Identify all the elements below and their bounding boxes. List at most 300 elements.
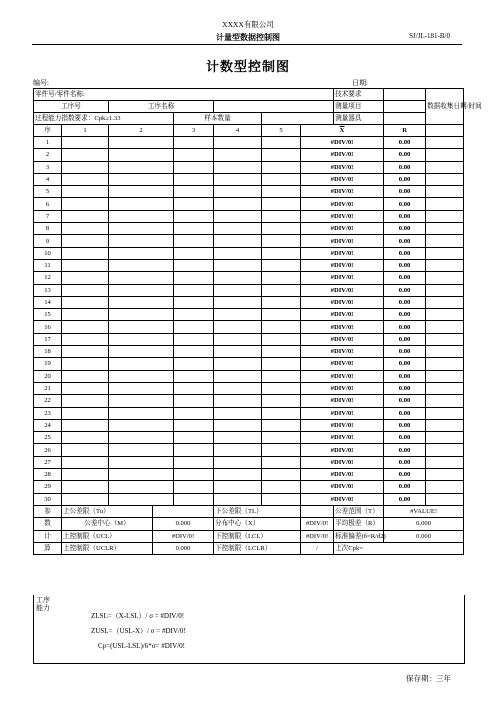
sample-5-cell[interactable] bbox=[262, 309, 301, 321]
range-value: 0.00 bbox=[384, 223, 426, 235]
sample-3-cell[interactable] bbox=[174, 321, 214, 333]
sample-1-cell[interactable] bbox=[62, 469, 109, 481]
sample-5-cell[interactable] bbox=[262, 346, 301, 358]
date-label: 日期: bbox=[352, 79, 368, 87]
table-row bbox=[34, 149, 464, 161]
sample-3-cell[interactable] bbox=[174, 235, 214, 247]
xbar-value: #DIV/0! bbox=[301, 272, 384, 284]
range-value: 0.00 bbox=[384, 173, 426, 185]
sample-3-cell[interactable] bbox=[174, 493, 214, 505]
xbar-value: #DIV/0! bbox=[301, 161, 384, 173]
sample-1-cell[interactable] bbox=[62, 444, 109, 456]
date-cell[interactable] bbox=[426, 321, 464, 333]
xbar-value: #DIV/0! bbox=[301, 137, 384, 149]
sample-5-cell[interactable] bbox=[262, 395, 301, 407]
sample-2-cell[interactable] bbox=[109, 395, 174, 407]
tech-requirement-value[interactable] bbox=[384, 89, 426, 101]
date-cell[interactable] bbox=[426, 370, 464, 382]
sample-3-cell[interactable] bbox=[174, 358, 214, 370]
sample-2-cell[interactable] bbox=[109, 235, 174, 247]
lcl-label: 下控制限（LCL） bbox=[214, 530, 301, 542]
sample-2-cell[interactable] bbox=[109, 382, 174, 394]
sample-1-cell[interactable] bbox=[62, 259, 109, 271]
lsl-label: 下公差限（TL） bbox=[214, 505, 301, 517]
sample-5-cell[interactable] bbox=[262, 407, 301, 419]
sample-3-cell[interactable] bbox=[174, 309, 214, 321]
part-number-label: 零件号/零件名称: bbox=[34, 89, 334, 101]
sample-4-cell[interactable] bbox=[214, 198, 262, 210]
sample-1-cell[interactable] bbox=[62, 296, 109, 308]
operation-name-value[interactable] bbox=[214, 101, 334, 113]
sample-1-cell[interactable] bbox=[62, 432, 109, 444]
xbar-value: #DIV/0! bbox=[301, 333, 384, 345]
lsl-value[interactable] bbox=[301, 505, 334, 517]
xbar-value: #DIV/0! bbox=[301, 346, 384, 358]
sample-1-cell[interactable] bbox=[62, 210, 109, 222]
sample-1-cell[interactable] bbox=[62, 198, 109, 210]
param-side-4: 算 bbox=[34, 542, 62, 554]
xbar-value: #DIV/0! bbox=[301, 173, 384, 185]
sample-1-cell[interactable] bbox=[62, 272, 109, 284]
sample-2-cell[interactable] bbox=[109, 419, 174, 431]
sample-3-cell[interactable] bbox=[174, 186, 214, 198]
table-row bbox=[34, 419, 464, 431]
sample-1-cell[interactable] bbox=[62, 149, 109, 161]
sample-quantity-label: 样本数量 bbox=[174, 113, 262, 125]
sample-1-cell[interactable] bbox=[62, 173, 109, 185]
xbar-value: #DIV/0! bbox=[301, 407, 384, 419]
sample-3-cell[interactable] bbox=[174, 370, 214, 382]
sample-4-cell[interactable] bbox=[214, 284, 262, 296]
sample-2-cell[interactable] bbox=[109, 296, 174, 308]
sample-5-cell[interactable] bbox=[262, 382, 301, 394]
sample-4-cell[interactable] bbox=[214, 456, 262, 468]
table-row bbox=[34, 358, 464, 370]
sample-1-cell[interactable] bbox=[62, 223, 109, 235]
sample-2-cell[interactable] bbox=[109, 333, 174, 345]
date-cell[interactable] bbox=[426, 333, 464, 345]
row-number: 28 bbox=[34, 469, 62, 481]
sample-5-cell[interactable] bbox=[262, 235, 301, 247]
date-cell[interactable] bbox=[426, 395, 464, 407]
data-collection-label: 数据收集日期/时间 bbox=[426, 89, 464, 125]
range-value: 0.00 bbox=[384, 346, 426, 358]
sample-1-cell[interactable] bbox=[62, 370, 109, 382]
sample-2-cell[interactable] bbox=[109, 358, 174, 370]
xbar-value: #DIV/0! bbox=[301, 186, 384, 198]
sample-4-cell[interactable] bbox=[214, 210, 262, 222]
date-cell[interactable] bbox=[426, 493, 464, 505]
sample-5-cell[interactable] bbox=[262, 321, 301, 333]
date-cell[interactable] bbox=[426, 173, 464, 185]
sample-3-cell[interactable] bbox=[174, 444, 214, 456]
param-side-3: 计 bbox=[34, 530, 62, 542]
table-row bbox=[34, 333, 464, 345]
sample-2-cell[interactable] bbox=[109, 272, 174, 284]
col-1-header: 1 bbox=[62, 125, 109, 137]
xbar-value: #DIV/0! bbox=[301, 296, 384, 308]
table-row bbox=[34, 259, 464, 271]
date-cell[interactable] bbox=[426, 382, 464, 394]
date-cell[interactable] bbox=[426, 210, 464, 222]
usl-label: 上公差限（Tu） bbox=[62, 505, 153, 517]
row-number: 27 bbox=[34, 456, 62, 468]
sample-4-cell[interactable] bbox=[214, 259, 262, 271]
col-r-header: R bbox=[384, 125, 426, 137]
xbar-value: #DIV/0! bbox=[301, 309, 384, 321]
sample-3-cell[interactable] bbox=[174, 407, 214, 419]
sample-4-cell[interactable] bbox=[214, 407, 262, 419]
table-row bbox=[34, 223, 464, 235]
sample-1-cell[interactable] bbox=[62, 382, 109, 394]
xbar-value: #DIV/0! bbox=[301, 259, 384, 271]
range-value: 0.00 bbox=[384, 432, 426, 444]
xbar-value: #DIV/0! bbox=[301, 370, 384, 382]
sample-3-cell[interactable] bbox=[174, 137, 214, 149]
sample-2-cell[interactable] bbox=[109, 370, 174, 382]
row-number: 25 bbox=[34, 432, 62, 444]
sample-3-cell[interactable] bbox=[174, 481, 214, 493]
date-cell[interactable] bbox=[426, 272, 464, 284]
col-xbar-header: $\overline{X}$ bbox=[301, 125, 384, 137]
sigma-label: 标准偏差(б=R/d2) bbox=[334, 530, 384, 542]
row-number: 18 bbox=[34, 346, 62, 358]
xbar-value: #DIV/0! bbox=[301, 432, 384, 444]
sample-3-cell[interactable] bbox=[174, 272, 214, 284]
range-value: 0.00 bbox=[384, 358, 426, 370]
form-subtitle: 计量型数据控制图 bbox=[216, 33, 280, 42]
sample-3-cell[interactable] bbox=[174, 284, 214, 296]
sample-4-cell[interactable] bbox=[214, 358, 262, 370]
xbar-value: #DIV/0! bbox=[301, 235, 384, 247]
uclr-label: 上控制限（UCLR） bbox=[62, 542, 153, 554]
sample-3-cell[interactable] bbox=[174, 382, 214, 394]
xbar-value: #DIV/0! bbox=[301, 284, 384, 296]
sample-5-cell[interactable] bbox=[262, 432, 301, 444]
sample-4-cell[interactable] bbox=[214, 321, 262, 333]
lclr-label: 下控制限（LCLR） bbox=[214, 542, 301, 554]
range-value: 0.00 bbox=[384, 321, 426, 333]
sample-3-cell[interactable] bbox=[174, 419, 214, 431]
sample-1-cell[interactable] bbox=[62, 419, 109, 431]
sample-2-cell[interactable] bbox=[109, 346, 174, 358]
sample-2-cell[interactable] bbox=[109, 137, 174, 149]
sample-4-cell[interactable] bbox=[214, 419, 262, 431]
sample-2-cell[interactable] bbox=[109, 259, 174, 271]
sample-1-cell[interactable] bbox=[62, 333, 109, 345]
sample-4-cell[interactable] bbox=[214, 137, 262, 149]
sample-1-cell[interactable] bbox=[62, 358, 109, 370]
col-4-header: 4 bbox=[214, 125, 262, 137]
table-row bbox=[34, 309, 464, 321]
sample-2-cell[interactable] bbox=[109, 444, 174, 456]
sample-2-cell[interactable] bbox=[109, 284, 174, 296]
range-value: 0.00 bbox=[384, 419, 426, 431]
sample-5-cell[interactable] bbox=[262, 358, 301, 370]
table-row bbox=[34, 382, 464, 394]
date-cell[interactable] bbox=[426, 469, 464, 481]
sample-2-cell[interactable] bbox=[109, 456, 174, 468]
sample-5-cell[interactable] bbox=[262, 444, 301, 456]
table-row bbox=[34, 247, 464, 259]
sample-3-cell[interactable] bbox=[174, 173, 214, 185]
sample-5-cell[interactable] bbox=[262, 210, 301, 222]
sample-2-cell[interactable] bbox=[109, 186, 174, 198]
range-value: 0.00 bbox=[384, 407, 426, 419]
date-cell[interactable] bbox=[426, 296, 464, 308]
row-number: 10 bbox=[34, 247, 62, 259]
sample-3-cell[interactable] bbox=[174, 346, 214, 358]
sample-5-cell[interactable] bbox=[262, 333, 301, 345]
distribution-value: #DIV/0! bbox=[301, 518, 334, 530]
date-cell[interactable] bbox=[426, 444, 464, 456]
sample-5-cell[interactable] bbox=[262, 149, 301, 161]
sample-4-cell[interactable] bbox=[214, 161, 262, 173]
sample-2-cell[interactable] bbox=[109, 210, 174, 222]
date-cell[interactable] bbox=[426, 432, 464, 444]
sample-3-cell[interactable] bbox=[174, 210, 214, 222]
range-value: 0.00 bbox=[384, 309, 426, 321]
sample-1-cell[interactable] bbox=[62, 321, 109, 333]
sample-3-cell[interactable] bbox=[174, 198, 214, 210]
sample-1-cell[interactable] bbox=[62, 186, 109, 198]
sample-quantity-value[interactable] bbox=[262, 113, 334, 125]
center-label: 公差中心（M） bbox=[62, 518, 153, 530]
row-number: 1 bbox=[34, 137, 62, 149]
sample-2-cell[interactable] bbox=[109, 321, 174, 333]
measure-tool-value[interactable] bbox=[384, 113, 426, 125]
sample-1-cell[interactable] bbox=[62, 247, 109, 259]
date-cell[interactable] bbox=[426, 186, 464, 198]
date-cell[interactable] bbox=[426, 407, 464, 419]
sample-1-cell[interactable] bbox=[62, 137, 109, 149]
sample-4-cell[interactable] bbox=[214, 395, 262, 407]
tech-requirement-label: 技术要求 bbox=[334, 89, 384, 101]
sample-4-cell[interactable] bbox=[214, 370, 262, 382]
date-cell[interactable] bbox=[426, 235, 464, 247]
xbar-value: #DIV/0! bbox=[301, 358, 384, 370]
sample-1-cell[interactable] bbox=[62, 493, 109, 505]
save-period: 保存期：三年 bbox=[406, 674, 451, 683]
sample-1-cell[interactable] bbox=[62, 284, 109, 296]
sample-3-cell[interactable] bbox=[174, 223, 214, 235]
sample-4-cell[interactable] bbox=[214, 173, 262, 185]
table-row bbox=[34, 235, 464, 247]
sample-3-cell[interactable] bbox=[174, 296, 214, 308]
uclr-value: 0.000 bbox=[153, 542, 214, 554]
sample-5-cell[interactable] bbox=[262, 419, 301, 431]
sample-5-cell[interactable] bbox=[262, 223, 301, 235]
sample-5-cell[interactable] bbox=[262, 469, 301, 481]
range-value: 0.00 bbox=[384, 198, 426, 210]
sample-3-cell[interactable] bbox=[174, 456, 214, 468]
sample-2-cell[interactable] bbox=[109, 481, 174, 493]
sample-2-cell[interactable] bbox=[109, 469, 174, 481]
sample-2-cell[interactable] bbox=[109, 149, 174, 161]
date-cell[interactable] bbox=[426, 223, 464, 235]
date-cell[interactable] bbox=[426, 284, 464, 296]
date-cell[interactable] bbox=[426, 419, 464, 431]
sample-3-cell[interactable] bbox=[174, 333, 214, 345]
sample-5-cell[interactable] bbox=[262, 137, 301, 149]
table-row bbox=[34, 432, 464, 444]
cp-formula: Cp=(USL-LSL)/6*σ= #DIV/0! bbox=[98, 642, 185, 650]
xbar-value: #DIV/0! bbox=[301, 395, 384, 407]
sample-5-cell[interactable] bbox=[262, 493, 301, 505]
sample-2-cell[interactable] bbox=[109, 407, 174, 419]
sample-2-cell[interactable] bbox=[109, 173, 174, 185]
measure-tool-label: 测量器具 bbox=[334, 113, 384, 125]
lclr-value: / bbox=[301, 542, 334, 554]
sample-5-cell[interactable] bbox=[262, 481, 301, 493]
sample-5-cell[interactable] bbox=[262, 247, 301, 259]
sample-5-cell[interactable] bbox=[262, 456, 301, 468]
date-cell[interactable] bbox=[426, 456, 464, 468]
sample-2-cell[interactable] bbox=[109, 198, 174, 210]
sample-5-cell[interactable] bbox=[262, 198, 301, 210]
col-date-header bbox=[426, 125, 464, 137]
rbar-value: 0.000 bbox=[384, 518, 464, 530]
range-value: 0.00 bbox=[384, 493, 426, 505]
table-row bbox=[34, 272, 464, 284]
sample-4-cell[interactable] bbox=[214, 382, 262, 394]
range-value: 0.00 bbox=[384, 235, 426, 247]
row-number: 11 bbox=[34, 259, 62, 271]
sample-4-cell[interactable] bbox=[214, 346, 262, 358]
sample-5-cell[interactable] bbox=[262, 173, 301, 185]
sample-2-cell[interactable] bbox=[109, 432, 174, 444]
table-row bbox=[34, 456, 464, 468]
row-number: 20 bbox=[34, 370, 62, 382]
sample-4-cell[interactable] bbox=[214, 235, 262, 247]
sample-1-cell[interactable] bbox=[62, 309, 109, 321]
range-value: 0.00 bbox=[384, 259, 426, 271]
sample-4-cell[interactable] bbox=[214, 309, 262, 321]
sample-3-cell[interactable] bbox=[174, 259, 214, 271]
sample-1-cell[interactable] bbox=[62, 395, 109, 407]
sample-1-cell[interactable] bbox=[62, 481, 109, 493]
sample-5-cell[interactable] bbox=[262, 259, 301, 271]
row-number: 7 bbox=[34, 210, 62, 222]
capability-label: 工序能力 bbox=[36, 596, 50, 612]
range-value: 0.00 bbox=[384, 370, 426, 382]
sample-4-cell[interactable] bbox=[214, 432, 262, 444]
range-value: 0.00 bbox=[384, 382, 426, 394]
sample-4-cell[interactable] bbox=[214, 444, 262, 456]
date-cell[interactable] bbox=[426, 346, 464, 358]
sample-4-cell[interactable] bbox=[214, 149, 262, 161]
sample-5-cell[interactable] bbox=[262, 186, 301, 198]
sample-4-cell[interactable] bbox=[214, 186, 262, 198]
date-cell[interactable] bbox=[426, 309, 464, 321]
row-number: 8 bbox=[34, 223, 62, 235]
sample-2-cell[interactable] bbox=[109, 161, 174, 173]
row-number: 6 bbox=[34, 198, 62, 210]
col-3-header: 3 bbox=[174, 125, 214, 137]
sample-1-cell[interactable] bbox=[62, 161, 109, 173]
xbar-value: #DIV/0! bbox=[301, 210, 384, 222]
sample-5-cell[interactable] bbox=[262, 284, 301, 296]
xbar-value: #DIV/0! bbox=[301, 469, 384, 481]
sample-3-cell[interactable] bbox=[174, 469, 214, 481]
range-value: 0.00 bbox=[384, 481, 426, 493]
table-row bbox=[34, 186, 464, 198]
range-value: 0.00 bbox=[384, 469, 426, 481]
sample-5-cell[interactable] bbox=[262, 272, 301, 284]
date-cell[interactable] bbox=[426, 358, 464, 370]
sample-4-cell[interactable] bbox=[214, 469, 262, 481]
measure-item-value[interactable] bbox=[384, 101, 426, 113]
sample-4-cell[interactable] bbox=[214, 333, 262, 345]
sample-3-cell[interactable] bbox=[174, 149, 214, 161]
sample-5-cell[interactable] bbox=[262, 296, 301, 308]
sample-5-cell[interactable] bbox=[262, 370, 301, 382]
row-number: 3 bbox=[34, 161, 62, 173]
sample-3-cell[interactable] bbox=[174, 247, 214, 259]
date-cell[interactable] bbox=[426, 137, 464, 149]
sample-1-cell[interactable] bbox=[62, 456, 109, 468]
sample-1-cell[interactable] bbox=[62, 407, 109, 419]
date-cell[interactable] bbox=[426, 259, 464, 271]
row-number: 15 bbox=[34, 309, 62, 321]
col-2-header: 2 bbox=[109, 125, 174, 137]
sample-4-cell[interactable] bbox=[214, 481, 262, 493]
sample-4-cell[interactable] bbox=[214, 272, 262, 284]
row-number: 30 bbox=[34, 493, 62, 505]
sample-4-cell[interactable] bbox=[214, 296, 262, 308]
date-cell[interactable] bbox=[426, 149, 464, 161]
sample-2-cell[interactable] bbox=[109, 223, 174, 235]
date-cell[interactable] bbox=[426, 161, 464, 173]
date-cell[interactable] bbox=[426, 198, 464, 210]
sample-4-cell[interactable] bbox=[214, 493, 262, 505]
sample-1-cell[interactable] bbox=[62, 346, 109, 358]
header-divider bbox=[32, 44, 462, 45]
ucl-label: 上控制限（UCL） bbox=[62, 530, 153, 542]
range-value: 0.00 bbox=[384, 210, 426, 222]
row-number: 17 bbox=[34, 333, 62, 345]
sample-2-cell[interactable] bbox=[109, 247, 174, 259]
sample-4-cell[interactable] bbox=[214, 247, 262, 259]
tolerance-label: 公差范围（T） bbox=[334, 505, 384, 517]
document-number: SJ/JL-181-B/0 bbox=[409, 32, 450, 40]
usl-value[interactable] bbox=[153, 505, 214, 517]
range-value: 0.00 bbox=[384, 149, 426, 161]
date-cell[interactable] bbox=[426, 481, 464, 493]
sample-2-cell[interactable] bbox=[109, 493, 174, 505]
row-number: 22 bbox=[34, 395, 62, 407]
rbar-label: 平均极差（R） bbox=[334, 518, 384, 530]
row-number: 16 bbox=[34, 321, 62, 333]
xbar-value: #DIV/0! bbox=[301, 223, 384, 235]
date-cell[interactable] bbox=[426, 247, 464, 259]
sample-5-cell[interactable] bbox=[262, 161, 301, 173]
range-value: 0.00 bbox=[384, 272, 426, 284]
sample-3-cell[interactable] bbox=[174, 432, 214, 444]
row-number: 12 bbox=[34, 272, 62, 284]
sample-3-cell[interactable] bbox=[174, 161, 214, 173]
sample-4-cell[interactable] bbox=[214, 223, 262, 235]
range-value: 0.00 bbox=[384, 247, 426, 259]
sample-2-cell[interactable] bbox=[109, 309, 174, 321]
xbar-value: #DIV/0! bbox=[301, 198, 384, 210]
sample-1-cell[interactable] bbox=[62, 235, 109, 247]
row-number: 23 bbox=[34, 407, 62, 419]
table-row bbox=[34, 407, 464, 419]
tolerance-value: #VALUE! bbox=[384, 505, 464, 517]
param-side-1: 参 bbox=[34, 505, 62, 517]
sample-3-cell[interactable] bbox=[174, 395, 214, 407]
